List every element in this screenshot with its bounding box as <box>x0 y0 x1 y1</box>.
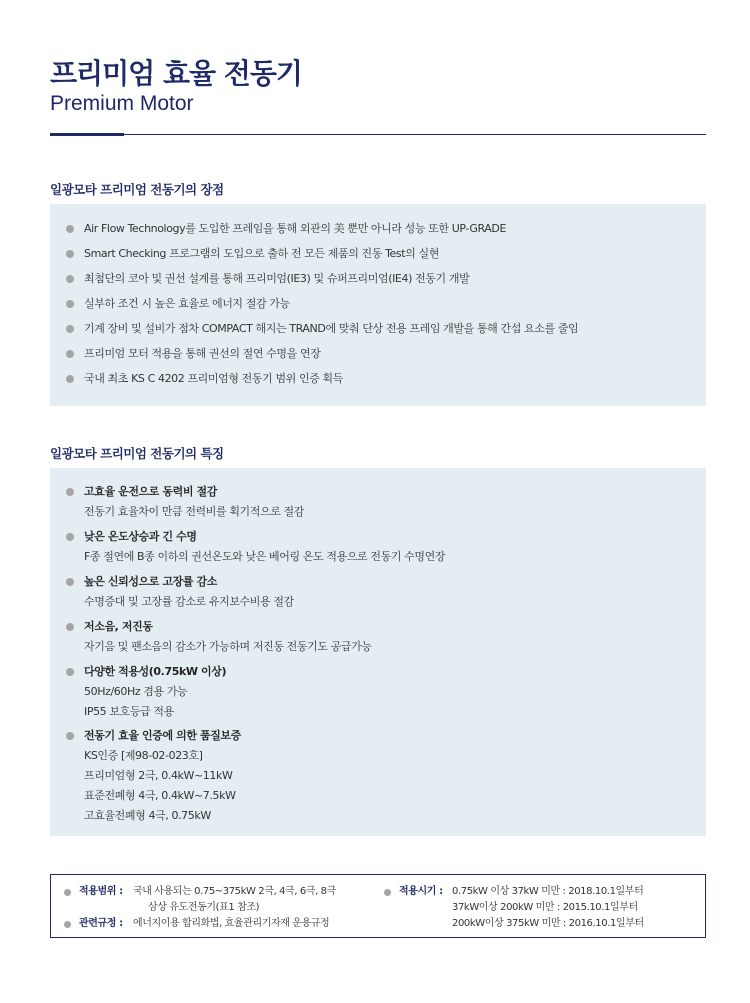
bullet-icon <box>66 375 74 383</box>
bullet-icon <box>66 250 74 258</box>
feature-desc: 고효율전폐형 4극, 0.75kW <box>84 809 211 822</box>
bullet-icon <box>64 889 71 896</box>
period-text: 200kW이상 375kW 미만 : 2016.10.1일부터 <box>452 918 644 929</box>
feature-title: 저소음, 저진동 <box>84 620 153 633</box>
period-text: 37kW이상 200kW 미만 : 2015.10.1일부터 <box>452 902 638 913</box>
bullet-icon <box>66 578 74 586</box>
bullet-icon <box>66 350 74 358</box>
feature-title: 전동기 효율 인증에 의한 품질보증 <box>84 729 241 742</box>
bullet-icon <box>66 325 74 333</box>
feature-title: 고효율 운전으로 동력비 절감 <box>84 485 217 498</box>
regulation-text: 에너지이용 합리화법, 효율관리기자재 운용규정 <box>133 918 330 929</box>
feature-desc: KS인증 [제98-02-023호] <box>84 749 203 762</box>
footer-info-box <box>50 874 706 938</box>
advantages-box: Air Flow Technology를 도입한 프레임을 통해 외관의 美 뿐만 아니라 성능 또한 UP-GRADE Smart Checking 프로그램의 도입으로 출하 전 모든 제품의 진동 Test의 실현 최첨단의 코아 및 권선 설계를 통해 프리미엄(IE3) 및 슈퍼프리미엄(IE4) 전동기 개발 실부하 조건 시 높은 효율로 에너지 절감 가능 기계 장비 및 설비가 점차 COMPACT 해지는 TRAND에 맞춰 단상 전용 프레임 개발을 통해 간섭 요소를 줄임 프리미엄 모터 적용을 통해 권선의 절연 수명을 연장 국내 최초 KS C 4202 프리미엄형 전동기 범위 인증 획득 <box>50 204 706 406</box>
features-box <box>50 468 706 836</box>
page-title: 프리미엄 효율 전동기 <box>50 57 302 90</box>
bullet-icon <box>66 623 74 631</box>
bullet-icon <box>66 275 74 283</box>
feature-desc: 표준전폐형 4극, 0.4kW~7.5kW <box>84 789 236 802</box>
period-label: 적용시기 : <box>399 886 443 897</box>
scope-text: 삼상 유도전동기(표1 참조) <box>148 902 260 913</box>
feature-desc: 전동기 효율차이 만큼 전력비를 획기적으로 절감 <box>84 505 305 518</box>
bullet-icon <box>66 225 74 233</box>
bullet-icon <box>66 732 74 740</box>
features-heading: 일광모타 프리미엄 전동기의 특징 <box>50 446 224 461</box>
feature-title: 다양한 적용성(0.75kW 이상) <box>84 665 227 678</box>
bullet-icon <box>66 533 74 541</box>
feature-desc: 프리미엄형 2극, 0.4kW~11kW <box>84 769 233 782</box>
advantages-heading: 일광모타 프리미엄 전동기의 장점 <box>50 182 224 197</box>
title-divider <box>50 134 706 135</box>
bullet-icon <box>66 300 74 308</box>
feature-desc: 수명증대 및 고장률 감소로 유지보수비용 절감 <box>84 595 294 608</box>
feature-desc: F종 절연에 B종 이하의 권선온도와 낮은 베어링 온도 적용으로 전동기 수명연장 <box>84 550 446 563</box>
bullet-icon <box>384 889 391 896</box>
feature-desc: IP55 보호등급 적용 <box>84 705 174 718</box>
bullet-icon <box>64 921 71 928</box>
feature-desc: 50Hz/60Hz 겸용 가능 <box>84 685 188 698</box>
title-divider-accent <box>50 133 124 136</box>
scope-text: 국내 사용되는 0.75~375kW 2극, 4극, 6극, 8극 <box>133 886 336 897</box>
scope-label: 적용범위 : <box>79 886 123 897</box>
bullet-icon <box>66 668 74 676</box>
bullet-icon <box>66 488 74 496</box>
feature-title: 높은 신뢰성으로 고장률 감소 <box>84 575 217 588</box>
period-text: 0.75kW 이상 37kW 미만 : 2018.10.1일부터 <box>452 886 644 897</box>
regulation-label: 관련규정 : <box>79 918 123 929</box>
page-subtitle: Premium Motor <box>50 92 194 115</box>
feature-title: 낮은 온도상승과 긴 수명 <box>84 530 197 543</box>
feature-desc: 자기음 및 팬소음의 감소가 가능하며 저진동 전동기도 공급가능 <box>84 640 372 653</box>
